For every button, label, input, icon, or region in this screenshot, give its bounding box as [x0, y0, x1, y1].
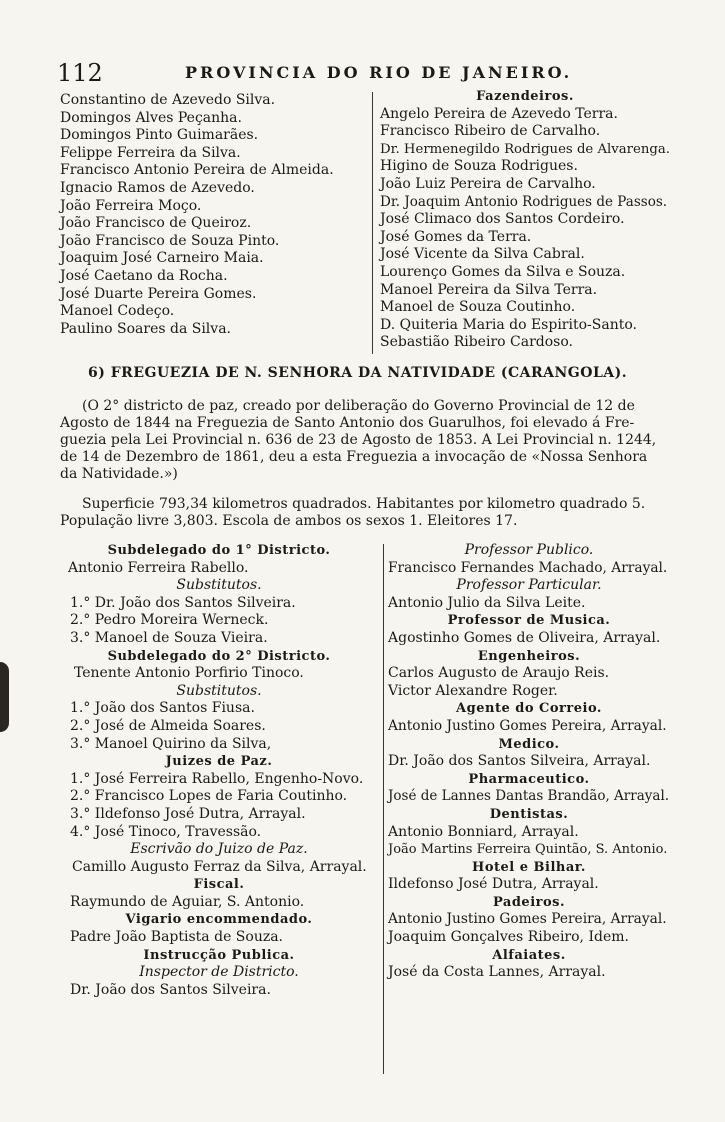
top-columns	[60, 89, 670, 354]
running-title: PROVINCIA DO RIO DE JANEIRO.	[185, 63, 573, 82]
bottom-left-column	[60, 542, 378, 999]
intro-line: guezia pela Lei Provincial n. 636 de 23 de Agosto de 1853. A Lei Provincial n. 1244,	[60, 432, 657, 448]
list-item: José Caetano da Rocha.	[60, 267, 228, 284]
page-number: 112	[57, 59, 103, 87]
intro-line: (O 2° districto de paz, creado por deliberação do Governo Provincial de 12 de	[82, 398, 635, 414]
list-item: José Duarte Pereira Gomes.	[60, 285, 257, 302]
juiz: 3.° Ildefonso José Dutra, Arrayal.	[70, 805, 306, 822]
list-item: João Luiz Pereira de Carvalho.	[380, 175, 596, 192]
stats-line: Superficie 793,34 kilometros quadrados. Habitantes por kilometro quadrado 5.	[82, 496, 646, 512]
escrivao: Camillo Augusto Ferraz da Silva, Arrayal.	[72, 858, 367, 875]
alfaiate: José da Costa Lannes, Arrayal.	[388, 964, 606, 981]
juizes-heading: Juizes de Paz.	[165, 754, 273, 770]
engenheiro: Carlos Augusto de Araujo Reis.	[388, 665, 610, 682]
list-item: Domingos Pinto Guimarães.	[60, 127, 259, 144]
instrucao-heading: Instrucção Publica.	[143, 947, 295, 963]
list-item: Dr. Hermenegildo Rodrigues de Alvarenga.	[380, 141, 670, 157]
list-item: D. Quiteria Maria do Espirito-Santo.	[380, 316, 637, 333]
substitutos-2-heading: Substitutos.	[176, 682, 262, 699]
padeiro: Joaquim Gonçalves Ribeiro, Idem.	[388, 929, 629, 946]
substitute: 1.° João dos Santos Fiusa.	[70, 700, 255, 717]
medico: Dr. João dos Santos Silveira, Arrayal.	[388, 753, 651, 770]
professor-publico-heading: Professor Publico.	[464, 542, 594, 558]
professor-musica: Agostinho Gomes de Oliveira, Arrayal.	[388, 629, 661, 646]
subdelegado-1-heading: Subdelegado do 1° Districto.	[107, 543, 331, 558]
engenheiro: Victor Alexandre Roger.	[388, 682, 558, 699]
section-stats	[60, 496, 665, 530]
list-item: Lourenço Gomes da Silva e Souza.	[380, 263, 626, 280]
medico-heading: Medico.	[498, 736, 560, 752]
list-item: Paulino Soares da Silva.	[60, 320, 231, 337]
list-item: Manoel de Souza Coutinho.	[380, 299, 576, 316]
list-item: Felippe Ferreira da Silva.	[60, 144, 241, 161]
fiscal-heading: Fiscal.	[193, 877, 245, 893]
list-item: Francisco Antonio Pereira de Almeida.	[60, 162, 334, 179]
binding-stain	[0, 662, 9, 732]
fazendeiros-heading: Fazendeiros.	[476, 89, 574, 104]
list-item: Manoel Codeço.	[60, 303, 175, 320]
list-item: Domingos Alves Peçanha.	[60, 109, 242, 126]
padeiro: Antonio Justino Gomes Pereira, Arrayal.	[388, 911, 667, 928]
juiz: 1.° José Ferreira Rabello, Engenho-Novo.	[70, 770, 364, 787]
list-item: Joaquim José Carneiro Maia.	[60, 250, 264, 267]
list-item: José Climaco dos Santos Cordeiro.	[380, 211, 625, 228]
vigario: Padre João Baptista de Souza.	[70, 929, 284, 946]
intro-line: Agosto de 1844 na Freguezia de Santo Antonio dos Guarulhos, foi elevado á Fre-	[60, 415, 635, 431]
substitute: 1.° Dr. João dos Santos Silveira.	[70, 594, 296, 611]
substitute: 2.° José de Almeida Soares.	[70, 717, 266, 734]
list-item: João Ferreira Moço.	[60, 197, 202, 214]
subdelegado-2-heading: Subdelegado do 2° Districto.	[107, 648, 331, 664]
column-divider	[372, 92, 373, 354]
dentista: João Martins Ferreira Quintão, S. Antonio.	[388, 842, 668, 858]
dentista: Antonio Bonniard, Arrayal.	[388, 823, 579, 840]
list-item: Dr. Joaquim Antonio Rodrigues de Passos.	[380, 193, 668, 210]
stats-line: População livre 3,803. Escola de ambos os sexos 1. Eleitores 17.	[60, 513, 518, 529]
padeiros-heading: Padeiros.	[492, 894, 565, 910]
professor-particular-heading: Professor Particular.	[456, 577, 602, 594]
fiscal: Raymundo de Aguiar, S. Antonio.	[70, 893, 305, 910]
professor-particular: Antonio Julio da Silva Leite.	[388, 594, 586, 611]
substitute: 3.° Manoel Quirino da Silva,	[70, 735, 272, 752]
section-intro	[60, 398, 665, 483]
substitutos-1-heading: Substitutos.	[176, 577, 262, 594]
bottom-right-column	[388, 542, 670, 982]
subdelegado-1: Antonio Ferreira Rabello.	[68, 559, 249, 576]
correio: Antonio Justino Gomes Pereira, Arrayal.	[388, 717, 667, 734]
section-title: 6) FREGUEZIA DE N. SENHORA DA NATIVIDADE (CARANGOLA).	[88, 365, 628, 381]
intro-line: de 14 de Dezembro de 1861, deu a esta Freguezia a invocação de «Nossa Senhora	[60, 449, 648, 465]
list-item: José Vicente da Silva Cabral.	[380, 246, 585, 263]
subdelegado-2: Tenente Antonio Porfirio Tinoco.	[74, 665, 304, 682]
page-header	[57, 58, 582, 88]
top-right-column	[380, 88, 670, 352]
alfaiates-heading: Alfaiates.	[492, 947, 566, 963]
juiz: 4.° José Tinoco, Travessão.	[70, 823, 262, 840]
list-item: Constantino de Azevedo Silva.	[60, 92, 276, 108]
engenheiros-heading: Engenheiros.	[477, 648, 581, 664]
vigario-heading: Vigario encommendado.	[125, 912, 313, 928]
escrivao-heading: Escrivão do Juizo de Paz.	[130, 841, 308, 858]
inspector: Dr. João dos Santos Silveira.	[70, 981, 271, 998]
pharmaceutico: José de Lannes Dantas Brandão, Arrayal.	[388, 788, 670, 805]
list-item: Sebastião Ribeiro Cardoso.	[380, 334, 573, 351]
list-item: Higino de Souza Rodrigues.	[380, 158, 578, 175]
professor-publico: Francisco Fernandes Machado, Arrayal.	[388, 559, 668, 576]
hotel-heading: Hotel e Bilhar.	[472, 859, 586, 875]
dentistas-heading: Dentistas.	[489, 806, 569, 822]
list-item: Manoel Pereira da Silva Terra.	[380, 281, 598, 298]
juiz: 2.° Francisco Lopes de Faria Coutinho.	[70, 788, 348, 805]
bottom-columns	[60, 542, 670, 1077]
list-item: Ignacio Ramos de Azevedo.	[60, 179, 255, 196]
correio-heading: Agente do Correio.	[456, 701, 602, 717]
intro-line: da Natividade.»)	[60, 466, 178, 482]
professor-musica-heading: Professor de Musica.	[447, 613, 611, 629]
list-item: João Francisco de Queiroz.	[60, 215, 252, 232]
substitute: 2.° Pedro Moreira Werneck.	[70, 612, 269, 629]
top-left-column	[60, 92, 365, 338]
pharmaceutico-heading: Pharmaceutico.	[468, 771, 590, 787]
substitute: 3.° Manoel de Souza Vieira.	[70, 629, 268, 646]
list-item: Angelo Pereira de Azevedo Terra.	[380, 105, 618, 122]
list-item: José Gomes da Terra.	[380, 228, 532, 245]
hotel: Ildefonso José Dutra, Arrayal.	[388, 876, 599, 893]
list-item: João Francisco de Souza Pinto.	[60, 232, 280, 249]
column-divider	[383, 544, 384, 1074]
inspector-heading: Inspector de Districto.	[139, 964, 299, 981]
list-item: Francisco Ribeiro de Carvalho.	[380, 123, 601, 140]
